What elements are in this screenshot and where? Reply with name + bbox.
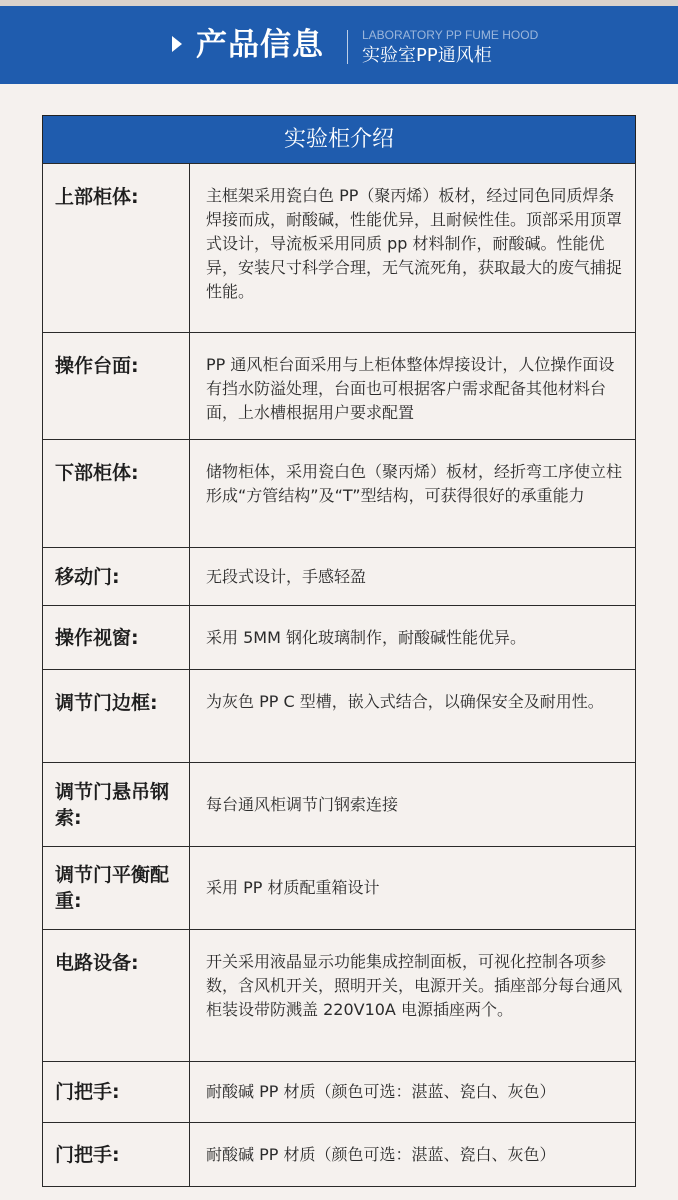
table-row — [43, 548, 636, 606]
row-label: 门把手: — [43, 1062, 190, 1123]
row-text: 每台通风柜调节门钢索连接 — [190, 763, 636, 847]
table-heading: 实验柜介绍 — [42, 115, 636, 163]
table-row — [43, 1123, 636, 1187]
spec-table — [42, 115, 636, 1187]
section-title-english: LABORATORY PP FUME HOOD — [362, 28, 539, 42]
table-row — [43, 440, 636, 548]
table-row — [43, 333, 636, 440]
row-text: 为灰色 PP C 型槽，嵌入式结合，以确保安全及耐用性。 — [190, 670, 636, 763]
row-label: 门把手: — [43, 1123, 190, 1187]
table-row — [43, 763, 636, 847]
row-label: 上部柜体: — [43, 164, 190, 333]
section-title: 产品信息 — [196, 27, 324, 63]
play-arrow-icon — [172, 36, 182, 52]
row-text: PP 通风柜台面采用与上柜体整体焊接设计，人位操作面设有挡水防溢处理，台面也可根据客户需求配备其他材料台面，上水槽根据用户要求配置 — [190, 333, 636, 440]
row-text: 采用 5MM 钢化玻璃制作，耐酸碱性能优异。 — [190, 606, 636, 670]
row-text: 储物柜体，采用瓷白色（聚丙烯）板材，经折弯工序使立柱形成“方管结构”及“T”型结构，可获得很好的承重能力 — [190, 440, 636, 548]
spec-table-body — [42, 163, 636, 1187]
row-label: 移动门: — [43, 548, 190, 606]
row-label: 调节门边框: — [43, 670, 190, 763]
table-row — [43, 930, 636, 1062]
table-row — [43, 847, 636, 930]
table-row — [43, 670, 636, 763]
row-label: 操作台面: — [43, 333, 190, 440]
row-label: 操作视窗: — [43, 606, 190, 670]
row-text: 耐酸碱 PP 材质（颜色可选：湛蓝、瓷白、灰色） — [190, 1123, 636, 1187]
table-row — [43, 1062, 636, 1123]
section-header — [0, 6, 678, 84]
row-text: 耐酸碱 PP 材质（颜色可选：湛蓝、瓷白、灰色） — [190, 1062, 636, 1123]
row-text: 主框架采用瓷白色 PP（聚丙烯）板材，经过同色同质焊条焊接而成，耐酸碱，性能优异，且耐候性佳。顶部采用顶罩式设计，导流板采用同质 pp 材料制作，耐酸碱。性能优异，安装尺寸科学合理，无气流死角，获取最大的废气捕捉性能。 — [190, 164, 636, 333]
row-label: 调节门平衡配重: — [43, 847, 190, 930]
row-label: 下部柜体: — [43, 440, 190, 548]
header-divider — [347, 30, 348, 64]
row-text: 无段式设计，手感轻盈 — [190, 548, 636, 606]
row-text: 采用 PP 材质配重箱设计 — [190, 847, 636, 930]
section-subtitle: 实验室PP通风柜 — [362, 45, 492, 66]
row-label: 电路设备: — [43, 930, 190, 1062]
table-row — [43, 164, 636, 333]
row-text: 开关采用液晶显示功能集成控制面板，可视化控制各项参数，含风机开关，照明开关，电源开关。插座部分每台通风柜装设带防溅盖 220V10A 电源插座两个。 — [190, 930, 636, 1062]
table-row — [43, 606, 636, 670]
row-label: 调节门悬吊钢索: — [43, 763, 190, 847]
